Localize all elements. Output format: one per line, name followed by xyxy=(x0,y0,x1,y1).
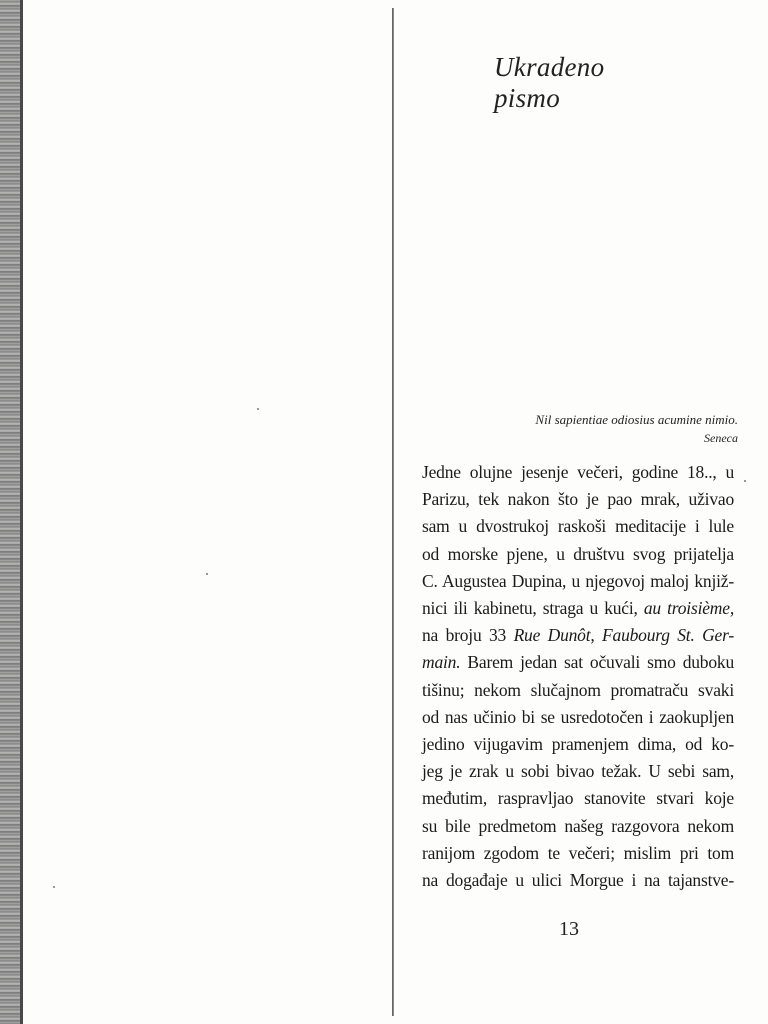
text-line xyxy=(422,541,734,568)
epigraph xyxy=(438,411,738,447)
text-line xyxy=(422,840,734,867)
body-paragraph xyxy=(422,459,734,894)
right-page xyxy=(394,0,768,1024)
italic-run: au troisième, xyxy=(643,598,734,619)
text-line xyxy=(422,486,734,513)
text-line xyxy=(422,704,734,731)
epigraph-author: Seneca xyxy=(704,431,738,445)
text-line xyxy=(422,622,734,649)
text-run: su bile predmetom našeg razgovora nekom xyxy=(422,815,734,836)
text-line xyxy=(422,867,734,894)
text-run: ranijom zgodom te večeri; mislim pri tom xyxy=(422,842,734,863)
chapter-title: Ukradeno pismo xyxy=(494,52,605,113)
text-run: od morske pjene, u društvu svog prijatelja xyxy=(422,543,734,564)
text-run: tišinu; nekom slučajnom promatraču svaki xyxy=(422,679,734,700)
text-line xyxy=(422,649,734,676)
text-run: C. Augustea Dupina, u njegovoj maloj knjiž- xyxy=(422,570,734,591)
text-line xyxy=(422,513,734,540)
page-number: 13 xyxy=(559,918,579,940)
text-run: Parizu, tek nakon što je pao mrak, uživao xyxy=(422,489,734,510)
italic-run: Rue Dunôt, Faubourg St. Ger- xyxy=(513,625,734,646)
text-line xyxy=(422,813,734,840)
text-line xyxy=(422,595,734,622)
epigraph-quote: Nil sapientiae odiosius acumine nimio. xyxy=(535,412,738,427)
text-run: na događaje u ulici Morgue i na tajanstve- xyxy=(422,870,734,891)
text-line xyxy=(422,758,734,785)
text-run: sam u dvostrukoj raskoši meditacije i lule xyxy=(422,516,734,537)
text-line xyxy=(422,459,734,486)
text-run: jeg je zrak u sobi bivao težak. U sebi sam, xyxy=(422,761,734,782)
text-run: nici ili kabinetu, straga u kući, xyxy=(422,598,644,619)
text-line xyxy=(422,731,734,758)
text-run: Barem jedan sat očuvali smo duboku xyxy=(460,652,734,673)
text-run: od nas učinio bi se usredotočen i zaokupljen xyxy=(422,706,734,727)
text-line xyxy=(422,677,734,704)
text-run: Jedne olujne jesenje večeri, godine 18.., u xyxy=(422,462,734,482)
binding-edge xyxy=(0,0,20,1024)
italic-run: main. xyxy=(422,652,461,673)
left-page-blank xyxy=(23,0,392,1024)
text-run: jedino vijugavim pramenjem dima, od ko- xyxy=(422,734,734,755)
text-run: međutim, raspravljao stanovite stvari koje xyxy=(422,788,734,809)
text-line xyxy=(422,785,734,812)
text-run: na broju 33 xyxy=(422,625,514,646)
text-line xyxy=(422,568,734,595)
